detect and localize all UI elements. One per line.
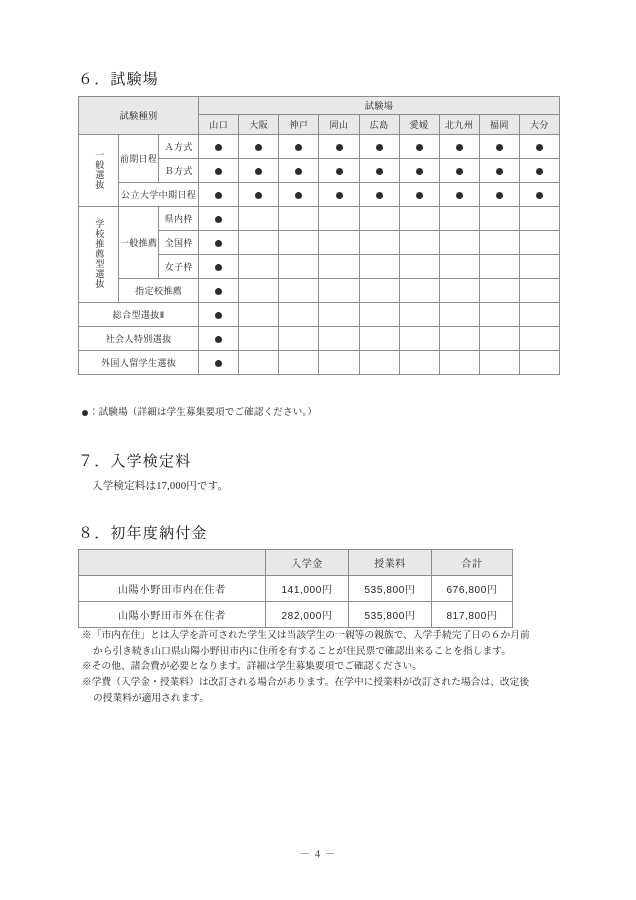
- venue-dot-icon: [376, 168, 383, 175]
- footnote-line: ※「市内在住」とは入学を許可された学生又は当該学生の一親等の親族で、入学手続完了日の６か月前: [82, 630, 530, 641]
- section-8-heading: ８．初年度納付金: [78, 525, 208, 542]
- venue-cell: [199, 231, 239, 255]
- venue-cell: [359, 255, 399, 279]
- venue-cell: [399, 351, 439, 375]
- column-header-admission-fee: 入学金: [266, 550, 349, 576]
- venue-cell: [439, 303, 479, 327]
- page-number: － 4 －: [299, 849, 337, 860]
- venue-dot-icon: [456, 192, 463, 199]
- column-header-venue-group: 試験場: [199, 97, 560, 115]
- venue-cell: [439, 135, 479, 159]
- venue-cell: [439, 255, 479, 279]
- table-row: [79, 576, 513, 602]
- table-row: [79, 327, 560, 351]
- venue-cell: [199, 159, 239, 183]
- venue-cell: [279, 231, 319, 255]
- venue-dot-icon: [536, 192, 543, 199]
- venue-cell: [359, 231, 399, 255]
- venue-dot-icon: [456, 144, 463, 151]
- venue-cell: [439, 351, 479, 375]
- table-row: [79, 207, 560, 231]
- venue-cell: [279, 183, 319, 207]
- venue-cell: [239, 207, 279, 231]
- payment-table-head: [79, 550, 513, 576]
- venue-cell: [439, 159, 479, 183]
- footnote-line: の授業料が適用されます。: [93, 692, 210, 704]
- cell-tuition-fee-inside: 535,800円: [349, 576, 432, 602]
- exam-venue-table-head: [79, 97, 560, 135]
- venue-cell: [199, 255, 239, 279]
- venue-dot-icon: [255, 192, 262, 199]
- venue-cell: [199, 279, 239, 303]
- venue-cell: [399, 231, 439, 255]
- cell-total-outside: 817,800円: [432, 602, 513, 628]
- row-label-international-student-selection: 外国人留学生選抜: [79, 351, 199, 375]
- row-label-working-adult-special-selection: 社会人特別選抜: [79, 327, 199, 351]
- venue-cell: [399, 303, 439, 327]
- venue-cell: [399, 159, 439, 183]
- row-label-method-b: Ｂ方式: [159, 159, 199, 183]
- row-label-outside-city-resident: 山陽小野田市外在住者: [79, 602, 266, 628]
- venue-cell: [479, 327, 519, 351]
- venue-cell: [279, 207, 319, 231]
- row-label-nationwide-quota: 全国枠: [159, 231, 199, 255]
- venue-cell: [279, 255, 319, 279]
- row-label-general-recommendation: 一般推薦: [119, 207, 159, 279]
- venue-cell: [279, 159, 319, 183]
- section-7-heading: ７．入学検定料: [78, 453, 192, 470]
- venue-cell: [319, 207, 359, 231]
- cell-admission-fee-inside: 141,000円: [266, 576, 349, 602]
- venue-cell: [479, 231, 519, 255]
- venue-dot-icon: [255, 144, 262, 151]
- venue-dot-icon: [215, 192, 222, 199]
- venue-dot-icon: [215, 216, 222, 223]
- venue-dot-icon: [295, 168, 302, 175]
- column-header-city-hiroshima: 広島: [359, 115, 399, 135]
- venue-cell: [479, 207, 519, 231]
- venue-cell: [399, 255, 439, 279]
- table-header-row-1: [79, 97, 560, 115]
- venue-cell: [359, 351, 399, 375]
- venue-cell: [199, 135, 239, 159]
- venue-cell: [519, 255, 559, 279]
- venue-cell: [319, 183, 359, 207]
- venue-cell: [519, 231, 559, 255]
- venue-dot-icon: [536, 168, 543, 175]
- venue-table-legend: [82, 404, 317, 418]
- venue-cell: [199, 183, 239, 207]
- venue-cell: [439, 327, 479, 351]
- column-header-total: 合計: [432, 550, 513, 576]
- venue-cell: [479, 303, 519, 327]
- column-header-city-kobe: 神戸: [279, 115, 319, 135]
- first-year-payment-table: [78, 549, 513, 628]
- venue-dot-icon: [536, 144, 543, 151]
- exam-venue-table: [78, 96, 560, 375]
- venue-dot-icon: [336, 192, 343, 199]
- footnote-line: ※その他、諸会費が必要となります。詳細は学生募集要項でご確認ください。: [82, 661, 423, 673]
- column-header-city-fukuoka: 福岡: [479, 115, 519, 135]
- venue-cell: [359, 207, 399, 231]
- table-row: [79, 135, 560, 159]
- venue-dot-icon: [496, 168, 503, 175]
- venue-cell: [199, 303, 239, 327]
- venue-cell: [319, 279, 359, 303]
- venue-cell: [479, 135, 519, 159]
- table-header-row: [79, 550, 513, 576]
- venue-dot-icon: [215, 360, 222, 367]
- venue-cell: [519, 135, 559, 159]
- venue-dot-icon: [496, 192, 503, 199]
- row-label-inside-city-resident: 山陽小野田市内在住者: [79, 576, 266, 602]
- venue-cell: [319, 327, 359, 351]
- venue-cell: [279, 135, 319, 159]
- venue-cell: [319, 303, 359, 327]
- venue-cell: [479, 159, 519, 183]
- exam-venue-table-container: [78, 96, 560, 375]
- cell-total-inside: 676,800円: [432, 576, 513, 602]
- venue-cell: [359, 303, 399, 327]
- table-row: [79, 351, 560, 375]
- venue-cell: [519, 159, 559, 183]
- venue-cell: [439, 231, 479, 255]
- table-row: [79, 279, 560, 303]
- venue-cell: [399, 135, 439, 159]
- venue-cell: [239, 303, 279, 327]
- venue-cell: [239, 183, 279, 207]
- venue-dot-icon: [376, 144, 383, 151]
- venue-cell: [519, 303, 559, 327]
- venue-dot-icon: [215, 144, 222, 151]
- venue-cell: [199, 327, 239, 351]
- venue-dot-icon: [336, 144, 343, 151]
- venue-cell: [399, 183, 439, 207]
- venue-dot-icon: [215, 240, 222, 247]
- footnote-line: から引き続き山口県山陽小野田市内に住所を有することが住民票で確認出来ることを指します。: [93, 645, 511, 657]
- row-label-public-univ-mid-schedule: 公立大学中期日程: [119, 183, 199, 207]
- table-row: [79, 303, 560, 327]
- venue-dot-icon: [215, 288, 222, 295]
- venue-cell: [199, 207, 239, 231]
- row-label-designated-school-recommendation: 指定校推薦: [119, 279, 199, 303]
- venue-cell: [279, 303, 319, 327]
- payment-footnotes: [82, 628, 562, 707]
- venue-dot-icon: [376, 192, 383, 199]
- venue-cell: [519, 327, 559, 351]
- venue-cell: [319, 255, 359, 279]
- venue-cell: [399, 279, 439, 303]
- column-header-tuition-fee: 授業料: [349, 550, 432, 576]
- venue-cell: [479, 351, 519, 375]
- venue-cell: [439, 279, 479, 303]
- venue-cell: [399, 327, 439, 351]
- venue-cell: [359, 279, 399, 303]
- venue-cell: [399, 207, 439, 231]
- group-label-general-selection: 一般選抜: [79, 135, 119, 207]
- row-label-early-schedule: 前期日程: [119, 135, 159, 183]
- venue-cell: [519, 279, 559, 303]
- venue-cell: [199, 351, 239, 375]
- column-header-city-osaka: 大阪: [239, 115, 279, 135]
- row-label-method-a: Ａ方式: [159, 135, 199, 159]
- venue-dot-icon: [295, 192, 302, 199]
- venue-cell: [239, 255, 279, 279]
- venue-cell: [239, 327, 279, 351]
- group-label-school-recommendation: 学校推薦型選抜: [79, 207, 119, 303]
- venue-cell: [279, 327, 319, 351]
- venue-dot-icon: [295, 144, 302, 151]
- venue-cell: [319, 231, 359, 255]
- table-row: [79, 183, 560, 207]
- venue-cell: [439, 183, 479, 207]
- venue-cell: [479, 183, 519, 207]
- row-label-female-quota: 女子枠: [159, 255, 199, 279]
- venue-cell: [319, 135, 359, 159]
- venue-legend-text: ：試験場（詳細は学生募集要項でご確認ください。）: [89, 408, 318, 418]
- payment-table-body: [79, 576, 513, 628]
- venue-dot-icon: [336, 168, 343, 175]
- venue-cell: [359, 135, 399, 159]
- legend-dot-icon: [82, 410, 88, 416]
- venue-dot-icon: [215, 336, 222, 343]
- examination-fee-text: 入学検定料は17,000円です。: [92, 481, 229, 492]
- venue-cell: [239, 351, 279, 375]
- venue-cell: [319, 351, 359, 375]
- venue-cell: [519, 183, 559, 207]
- venue-cell: [359, 327, 399, 351]
- table-row: [79, 602, 513, 628]
- venue-dot-icon: [215, 168, 222, 175]
- column-header-city-kitakyushu: 北九州: [439, 115, 479, 135]
- cell-tuition-fee-outside: 535,800円: [349, 602, 432, 628]
- row-label-comprehensive-selection-2: 総合型選抜Ⅱ: [79, 303, 199, 327]
- venue-cell: [519, 207, 559, 231]
- exam-venue-table-body: [79, 135, 560, 375]
- venue-cell: [359, 159, 399, 183]
- section-6-heading: ６．試験場: [78, 71, 160, 88]
- venue-cell: [279, 279, 319, 303]
- venue-cell: [239, 279, 279, 303]
- venue-dot-icon: [416, 168, 423, 175]
- column-header-resident-category: [79, 550, 266, 576]
- column-header-exam-type: 試験種別: [79, 97, 199, 135]
- venue-cell: [479, 279, 519, 303]
- venue-cell: [279, 351, 319, 375]
- venue-cell: [239, 231, 279, 255]
- column-header-city-oita: 大分: [519, 115, 559, 135]
- venue-cell: [359, 183, 399, 207]
- venue-cell: [479, 255, 519, 279]
- cell-admission-fee-outside: 282,000円: [266, 602, 349, 628]
- column-header-city-yamaguchi: 山口: [199, 115, 239, 135]
- venue-dot-icon: [416, 144, 423, 151]
- venue-cell: [239, 159, 279, 183]
- column-header-city-okayama: 岡山: [319, 115, 359, 135]
- venue-cell: [519, 351, 559, 375]
- venue-cell: [239, 135, 279, 159]
- venue-dot-icon: [496, 144, 503, 151]
- venue-dot-icon: [255, 168, 262, 175]
- row-label-prefecture-quota: 県内枠: [159, 207, 199, 231]
- venue-cell: [439, 207, 479, 231]
- column-header-city-ehime: 愛媛: [399, 115, 439, 135]
- venue-dot-icon: [456, 168, 463, 175]
- first-year-payment-table-container: [78, 549, 508, 628]
- venue-dot-icon: [215, 312, 222, 319]
- venue-cell: [319, 159, 359, 183]
- venue-dot-icon: [416, 192, 423, 199]
- venue-dot-icon: [215, 264, 222, 271]
- footnote-line: ※学費（入学金・授業料）は改訂される場合があります。在学中に授業料が改訂された場合は、改定後: [82, 677, 530, 689]
